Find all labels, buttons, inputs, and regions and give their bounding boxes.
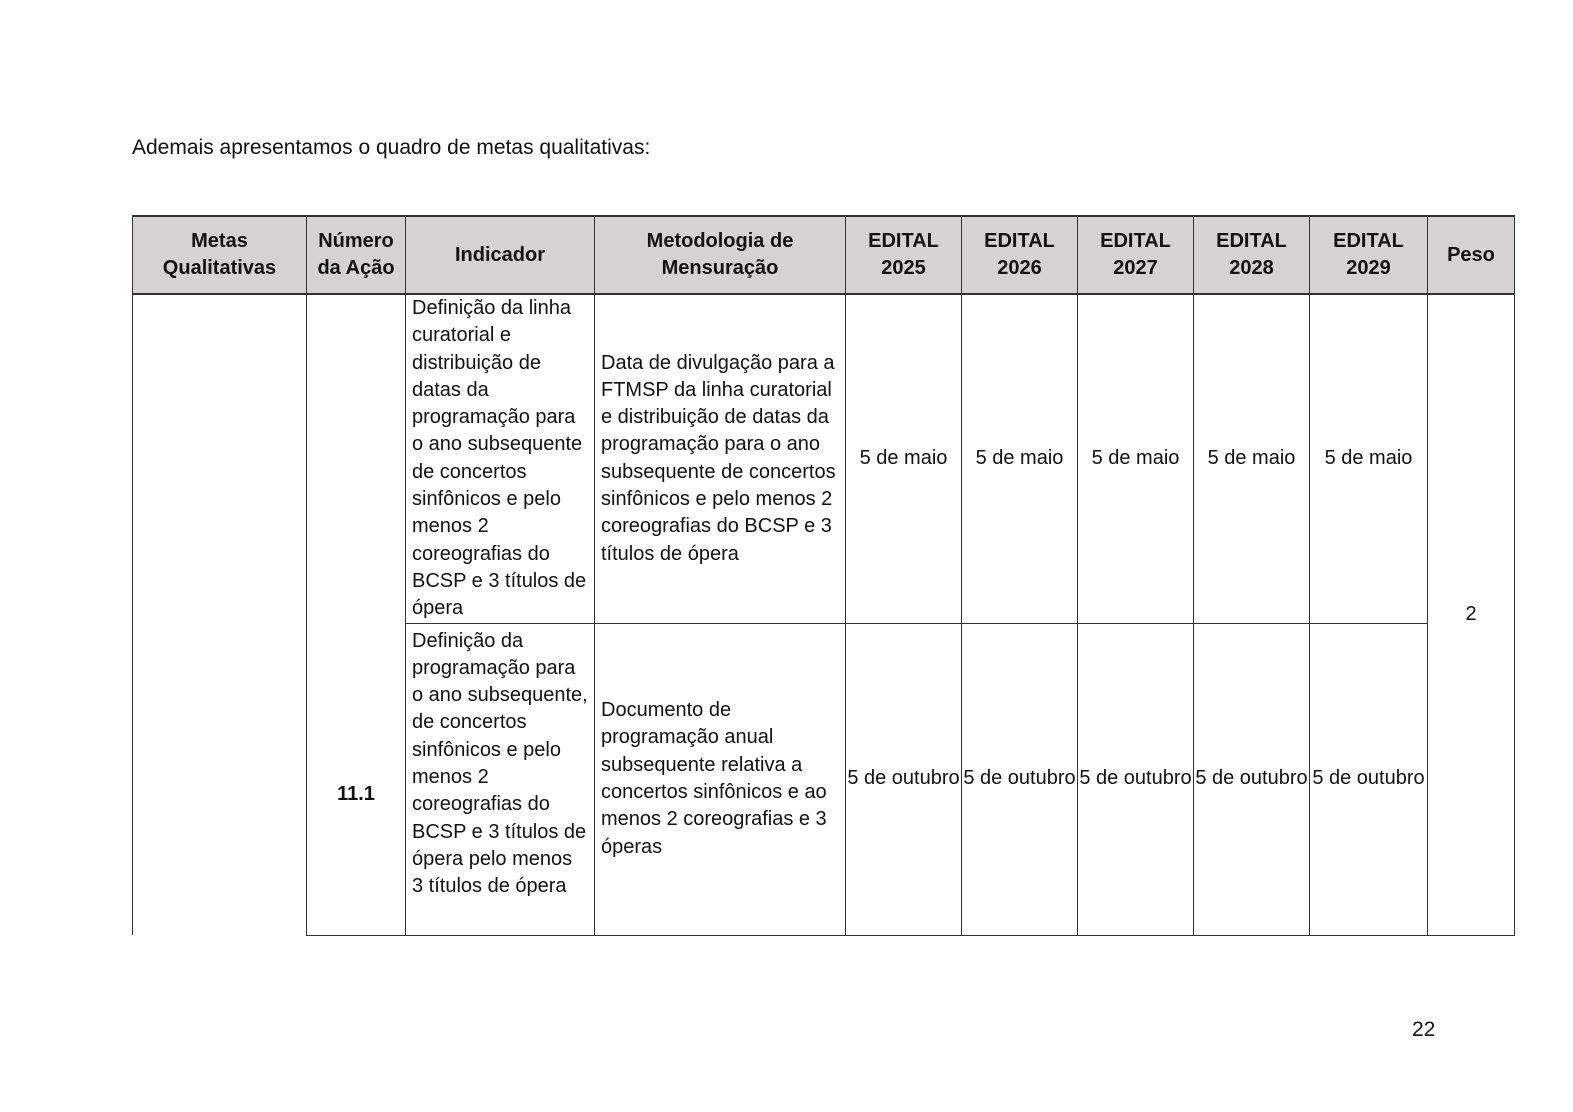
page-number: 22 bbox=[1412, 1018, 1436, 1041]
header-numero-acao: Número da Ação bbox=[307, 216, 406, 294]
header-edital-2025: EDITAL 2025 bbox=[846, 216, 962, 294]
header-edital-2029: EDITAL 2029 bbox=[1310, 216, 1428, 294]
edital-2025-cell: 5 de outubro bbox=[846, 623, 962, 935]
indicador-cell: Definição da linha curatorial e distribuição de datas da programação para o ano subsequente de concertos sinfônicos e pelo menos 2 coreografias do BCSP e 3 títulos de ópera bbox=[406, 294, 595, 623]
qualitative-goals-table bbox=[132, 215, 1515, 936]
edital-2029-cell: 5 de maio bbox=[1310, 294, 1428, 623]
metodologia-cell: Documento de programação anual subsequente relativa a concertos sinfônicos e ao menos 2 coreografias e 3 óperas bbox=[595, 623, 846, 935]
edital-2025-cell: 5 de maio bbox=[846, 294, 962, 623]
edital-2027-cell: 5 de maio bbox=[1078, 294, 1194, 623]
edital-2026-cell: 5 de outubro bbox=[962, 623, 1078, 935]
edital-2026-cell: 5 de maio bbox=[962, 294, 1078, 623]
metodologia-cell: Data de divulgação para a FTMSP da linha curatorial e distribuição de datas da programação para o ano subsequente de concertos sinfônicos e pelo menos 2 coreografias do BCSP e 3 títulos de ópera bbox=[595, 294, 846, 623]
table-header-row bbox=[133, 216, 1515, 294]
header-edital-2027: EDITAL 2027 bbox=[1078, 216, 1194, 294]
header-edital-2026: EDITAL 2026 bbox=[962, 216, 1078, 294]
header-indicador: Indicador bbox=[406, 216, 595, 294]
header-metas-qualitativas: Metas Qualitativas bbox=[133, 216, 307, 294]
header-edital-2028: EDITAL 2028 bbox=[1194, 216, 1310, 294]
intro-paragraph: Ademais apresentamos o quadro de metas qualitativas: bbox=[132, 136, 651, 159]
indicador-cell: Definição da programação para o ano subsequente, de concertos sinfônicos e pelo menos 2 coreografias do BCSP e 3 títulos de ópera pelo menos 3 títulos de ópera bbox=[406, 623, 595, 935]
edital-2027-cell: 5 de outubro bbox=[1078, 623, 1194, 935]
table-row bbox=[133, 294, 1515, 623]
edital-2028-cell: 5 de maio bbox=[1194, 294, 1310, 623]
peso-cell: 2 bbox=[1428, 294, 1515, 935]
numero-acao-cell: 11.1 bbox=[307, 294, 406, 935]
header-metodologia: Metodologia de Mensuração bbox=[595, 216, 846, 294]
edital-2028-cell: 5 de outubro bbox=[1194, 623, 1310, 935]
edital-2029-cell: 5 de outubro bbox=[1310, 623, 1428, 935]
metas-qualitativas-cell bbox=[133, 294, 307, 935]
header-peso: Peso bbox=[1428, 216, 1515, 294]
